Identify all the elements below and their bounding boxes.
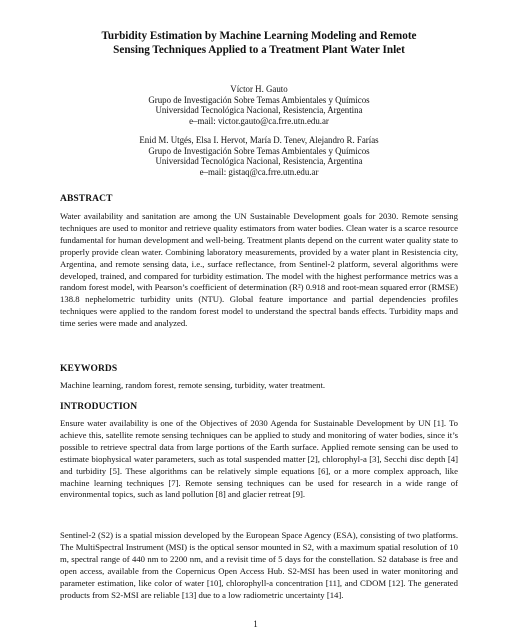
author-university: Universidad Tecnológica Nacional, Resistencia, Argentina	[155, 105, 363, 116]
author-email: e–mail: gistaq@ca.frre.utn.edu.ar	[199, 166, 319, 177]
author-affiliation: Grupo de Investigación Sobre Temas Ambientales y Químicos	[148, 145, 370, 156]
author-block-1	[60, 84, 458, 126]
author-block-2	[60, 135, 458, 177]
keywords-text: Machine learning, random forest, remote sensing, turbidity, water treatment.	[60, 380, 326, 390]
author-affiliation: Grupo de Investigación Sobre Temas Ambientales y Químicos	[148, 94, 370, 105]
keywords-heading: KEYWORDS	[60, 364, 118, 374]
abstract-text: Water availability and sanitation are among the UN Sustainable Development goals for 2030. Remote sensing techniques are used to monitor and retrieve quality estimators from water bodies. Clean water is a scarce resource fundamental for human development and well-being. Treatment plants depend on the current water quality state to properly provide clean water. Combining laboratory measurements, provided by a water plant in Resistencia city, Argentina, and remote sensing data, i.e., surface reflectance, from Sentinel-2 platform, several algorithms were developed, trained, and compared for turbidity estimation. The model with the highest performance metrics was a random forest model, with Pearson’s coefficient of determination (R²) 0.918 and root-mean squared error (RMSE) 138.8 nephelometric turbidity units (NTU). Global feature importance and partial dependencies profiles techniques were applied to the random forest model to understand the spectral bands effects. Turbidity maps and time series were made and analyzed.	[60, 211, 458, 329]
author-names: Víctor H. Gauto	[230, 84, 288, 94]
title-line-1: Turbidity Estimation by Machine Learning Modeling and Remote	[101, 30, 417, 42]
abstract-heading: ABSTRACT	[60, 194, 113, 204]
author-names: Enid M. Utgés, Elsa I. Hervot, María D. Tenev, Alejandro R. Farías	[139, 135, 379, 145]
author-university: Universidad Tecnológica Nacional, Resistencia, Argentina	[155, 156, 363, 167]
page-number: 1	[253, 619, 258, 629]
introduction-paragraph-2: Sentinel-2 (S2) is a spatial mission developed by the European Space Agency (ESA), consisting of two platforms. The MultiSpectral Instrument (MSI) is the optical sensor mounted in S2, with a maximum spatial resolution of 10 m, spectral range of 440 nm to 2200 nm, and a revisit time of 5 days for the constellation. S2 database is free and open access, available from the Copernicus Open Access Hub. S2-MSI has been used in water monitoring and parameter estimation, like color of water [10], chlorophyll-a concentration [11], and CDOM [12]. The generated products from S2-MSI are reliable [13] due to a low radiometric uncertainty [14].	[60, 530, 458, 600]
title-line-2: Sensing Techniques Applied to a Treatment Plant Water Inlet	[113, 44, 405, 56]
paper-title	[60, 29, 458, 57]
author-email: e–mail: victor.gauto@ca.frre.utn.edu.ar	[189, 115, 329, 126]
introduction-heading: INTRODUCTION	[60, 402, 138, 412]
introduction-paragraph-1: Ensure water availability is one of the Objectives of 2030 Agenda for Sustainable Development by UN [1]. To achieve this, satellite remote sensing techniques can be applied to study and monitoring of water bodies, since it’s possible to retrieve spectral data from large portions of the Earth surface. Applied remote sensing can be used to estimate biophysical water parameters, such as total suspended matter [2], chlorophyl-a [3], Secchi disc depth [4] and turbidity [5]. These algorithms can be relatively simple equations [6], or a more complex approach, like machine learning techniques [7]. Remote sensing techniques can be used for research in a wide range of environmental topics, such as land pollution [8] and glacier retreat [9].	[60, 418, 458, 500]
